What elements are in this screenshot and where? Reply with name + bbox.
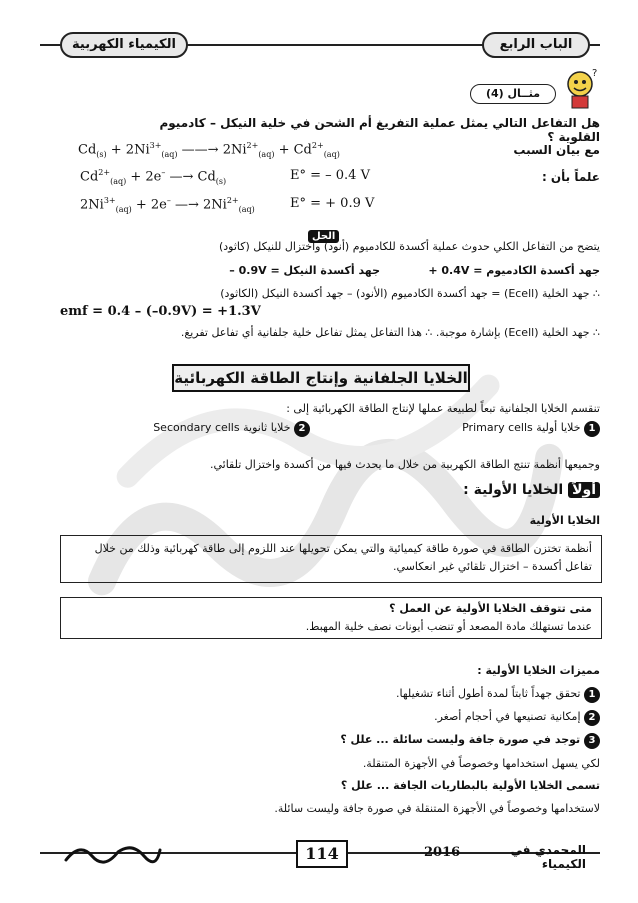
half-2-potential: E° = + 0.9 V xyxy=(290,196,375,211)
signature-footer xyxy=(62,838,162,868)
example-label-text: مثــال (4) xyxy=(485,87,541,100)
knowing: علماً بأن : xyxy=(541,170,600,184)
subject-title: الكيمياء الكهربية xyxy=(72,37,176,52)
solution-line-2a: جهد أكسدة الكادميوم = 0.4V + xyxy=(428,264,600,277)
feature-2-text: إمكانية تصنيعها في أحجام أصغر. xyxy=(434,710,581,723)
page-number: 114 xyxy=(296,840,348,868)
primary-heading xyxy=(420,482,600,498)
solution-line-2b: جهد أكسدة النيكل = 0.9V – xyxy=(229,264,380,277)
feature-3-answer: لكي يسهل استخدامها وخصوصاً في الأجهزة المتنقلة. xyxy=(362,757,600,770)
solution-line-3: ∴ جهد الخلية (Ecell) = جهد أكسدة الكادميوم (الأنود) – جهد أكسدة النيكل (الكاثود) xyxy=(220,287,600,300)
primary-subheading: الخلايا الأولية xyxy=(529,514,600,527)
feature-badge-2: 2 xyxy=(584,710,600,726)
emf-equation: emf = 0.4 – (–0.9V) = +1.3V xyxy=(60,304,261,319)
stop-question: متى تتوقف الخلايا الأولية عن العمل ؟ xyxy=(389,602,592,615)
example-label xyxy=(470,84,556,104)
feature-1 xyxy=(300,687,600,703)
solution-line-1: يتضح من التفاعل الكلي حدوث عملية أكسدة للكادميوم (أنود) واختزال للنيكل (كاثود) xyxy=(218,240,600,253)
section-intro: تنقسم الخلايا الجلفانية تبعاً لطبيعة عملها لإنتاج الطاقة الكهربائية إلى : xyxy=(286,402,600,415)
feature-2 xyxy=(300,710,600,726)
feature-1-text: تحقق جهداً ثابتاً لمدة أطول أثناء تشغيلها. xyxy=(396,687,581,700)
type-2-text: خلايا ثانوية Secondary cells xyxy=(153,421,291,434)
feature-3 xyxy=(300,733,600,749)
footer-book-title: المحمدي في الكيمياء xyxy=(510,843,586,871)
feature-badge-3: 3 xyxy=(584,733,600,749)
type-2-item xyxy=(120,421,310,437)
half-1-potential: E° = – 0.4 V xyxy=(290,168,370,183)
section-title-text: الخلايا الجلفانية وإنتاج الطاقة الكهربائية xyxy=(174,369,468,387)
primary-definition: أنظمة تختزن الطاقة في صورة طاقة كيميائية والتي يمكن تحويلها عند اللزوم إلى طاقة كهربائية وذلك من خلال تفاعل أكسدة – اختزال تلقائي غير انعكاسي. xyxy=(94,542,592,573)
half-reaction-2: $2Ni^{3+}_{(aq)} + 2e^-$ —→ $2Ni^{2+}_{(aq)}$ xyxy=(80,196,255,214)
section-title xyxy=(172,364,470,392)
number-badge-2: 2 xyxy=(294,421,310,437)
solution-line-4: ∴ جهد الخلية (Ecell) بإشارة موجبة. ∴ هذا التفاعل يمثل تفاعل خلية جلفانية أي تفاعل تفريغ. xyxy=(180,326,600,339)
section-all-text: وجميعها أنظمة تنتج الطاقة الكهربية من خلال ما يحدث فيها من أكسدة واختزال تلقائي. xyxy=(209,458,600,471)
chapter-title: الباب الرابع xyxy=(499,37,573,52)
solution-tag-text: الحل xyxy=(308,230,339,243)
chapter-box xyxy=(482,32,590,58)
primary-heading-first: أولاً xyxy=(568,482,600,498)
subject-box xyxy=(60,32,188,58)
footer-year: 2016 xyxy=(424,845,461,860)
features-title: مميزات الخلايا الأولية : xyxy=(477,664,600,677)
feature-badge-1: 1 xyxy=(584,687,600,703)
type-1-text: خلايا أولية Primary cells xyxy=(462,421,581,434)
stop-answer: عندما تستهلك مادة المصعد أو تنضب أيونات نصف خلية المهبط. xyxy=(305,620,592,633)
feature-3-text: توجد في صورة جافة وليست سائلة ... علل ؟ xyxy=(340,733,581,746)
mascot-icon xyxy=(558,66,602,110)
number-badge-1: 1 xyxy=(584,421,600,437)
with-reason: مع بيان السبب xyxy=(513,143,600,157)
dry-answer: لاستخدامها وخصوصاً في الأجهزة المتنقلة في صورة جافة وليست سائلة. xyxy=(274,802,600,815)
svg-text:?: ? xyxy=(592,68,598,79)
reaction-main: $Cd_{(s)} + 2Ni^{3+}_{(aq)}$ ——→ $2Ni^{2+}_{(aq)} + Cd^{2+}_{(aq)}$ xyxy=(78,141,340,159)
dry-question: تسمى الخلايا الأولية بالبطاريات الجافة ... علل ؟ xyxy=(340,779,600,792)
primary-heading-text: الخلايا الأولية : xyxy=(463,482,564,498)
type-1-item xyxy=(390,421,600,437)
half-reaction-1: $Cd^{2+}_{(aq)} + 2e^-$ —→ $Cd_{(s)}$ xyxy=(80,168,227,186)
example-question: هل التفاعل التالي يمثل عملية التفريغ أم الشحن في خلية النيكل – كادميوم القلوية ؟ xyxy=(159,116,600,144)
